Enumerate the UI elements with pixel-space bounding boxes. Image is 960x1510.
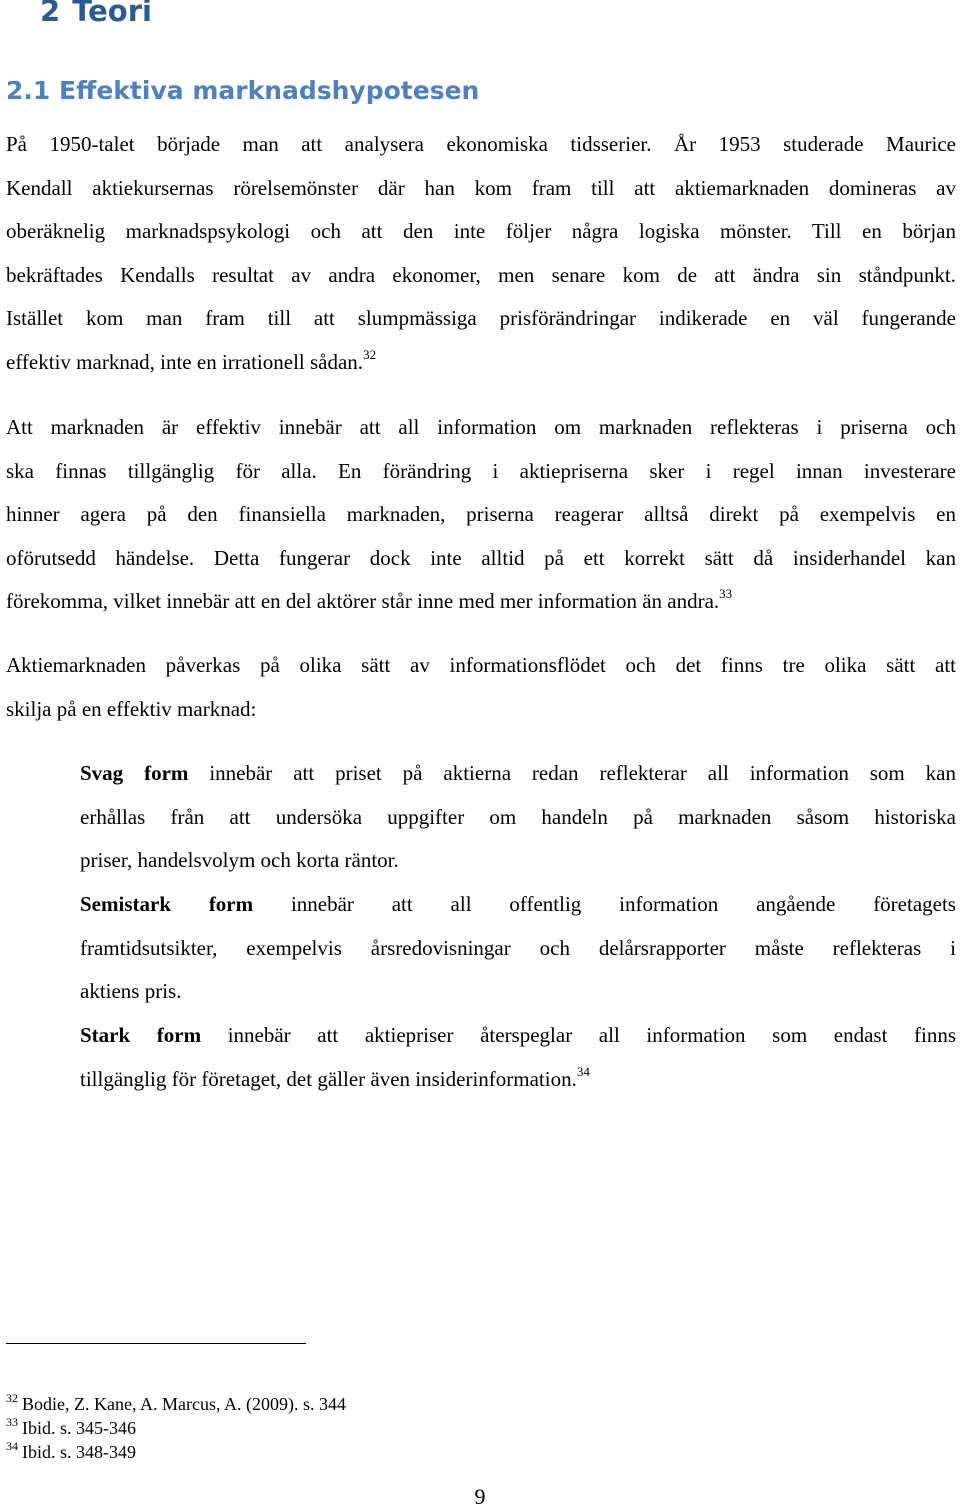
text-line <box>80 1014 956 1058</box>
text-line-content: tillgänglig för företaget, det gäller även insiderinformation. <box>80 1066 577 1091</box>
text-line: Kendall aktiekursernas rörelsemönster där han kom fram till att aktiemarknaden domineras av <box>6 175 956 200</box>
footnote-reference[interactable]: 32 <box>363 346 377 362</box>
text-line: erhållas från att undersöka uppgifter om handeln på marknaden såsom historiska <box>80 804 956 829</box>
footnote-item <box>6 1440 346 1464</box>
text-line: priser, handelsvolym och korta räntor. <box>80 848 399 872</box>
text-line: hinner agera på den finansiella marknaden, priserna reagerar alltså direkt på exempelvis en <box>6 502 956 526</box>
chapter-title: Teori <box>72 0 152 28</box>
footnote-text: Ibid. s. 348-349 <box>22 1442 136 1462</box>
section-title: Effektiva marknadshypotesen <box>59 76 480 105</box>
text-line <box>6 341 956 385</box>
text-line <box>80 883 956 927</box>
text-line <box>80 1058 956 1102</box>
text-line: ska finnas tillgänglig för alla. En förändring i aktiepriserna sker i regel innan investerare <box>6 458 956 483</box>
footnote-number: 34 <box>6 1439 18 1453</box>
paragraph-intro-forms <box>6 644 956 731</box>
footnote-number: 33 <box>6 1415 18 1429</box>
text-line-content: innebär att priset på aktierna redan reflekterar all information som kan <box>188 761 956 785</box>
paragraph-efficiency <box>6 406 956 624</box>
text-line: framtidsutsikter, exempelvis årsredovisningar och delårsrapporter måste reflekteras i <box>80 935 956 960</box>
text-line: Aktiemarknaden påverkas på olika sätt av informationsflödet och det finns tre olika sätt att <box>6 653 956 677</box>
section-heading <box>6 76 479 105</box>
text-line: oberäknelig marknadspsykologi och att den inte följer några logiska mönster. Till en början <box>6 219 956 243</box>
term-strong-form: Stark form <box>80 1023 202 1047</box>
footnote-reference[interactable]: 34 <box>576 1063 590 1079</box>
footnote-item <box>6 1416 346 1440</box>
text-line <box>80 752 956 796</box>
footnote-item <box>6 1392 346 1416</box>
term-semistrong-form: Semistark form <box>80 892 254 916</box>
text-line: Att marknaden är effektiv innebär att all information om marknaden reflekteras i priserna och <box>6 415 956 439</box>
text-line: På 1950-talet började man att analysera ekonomiska tidsserier. År 1953 studerade Maurice <box>6 132 956 156</box>
text-line: skilja på en effektiv marknad: <box>6 696 257 721</box>
chapter-number: 2 <box>40 0 61 28</box>
term-weak-form: Svag form <box>80 761 189 785</box>
paragraph-history <box>6 123 956 384</box>
text-line: aktiens pris. <box>80 979 182 1003</box>
text-line: oförutsedd händelse. Detta fungerar dock inte alltid på ett korrekt sätt då insiderhandel kan <box>6 545 956 570</box>
weak-form-definition <box>80 752 956 883</box>
chapter-heading <box>40 0 152 28</box>
text-line: Istället kom man fram till att slumpmässiga prisförändringar indikerade en väl fungerande <box>6 306 956 330</box>
footnote-text: Ibid. s. 345-346 <box>22 1418 136 1438</box>
text-line-content: innebär att aktiepriser återspeglar all information som endast finns <box>201 1023 957 1047</box>
text-line <box>6 580 956 624</box>
footnote-text: Bodie, Z. Kane, A. Marcus, A. (2009). s. 344 <box>22 1394 346 1414</box>
text-line-content: förekomma, vilket innebär att en del aktörer står inne med mer information än andra. <box>6 589 720 613</box>
strong-form-definition <box>80 1014 956 1101</box>
footnote-number: 32 <box>6 1391 18 1405</box>
semistrong-form-definition <box>80 883 956 1014</box>
footnote-separator <box>6 1343 306 1344</box>
text-line-content: innebär att all offentlig information angående företagets <box>253 892 956 916</box>
footnotes <box>6 1392 346 1464</box>
page-number: 9 <box>474 1484 486 1509</box>
footnote-reference[interactable]: 33 <box>719 586 733 601</box>
text-line: bekräftades Kendalls resultat av andra ekonomer, men senare kom de att ändra sin ståndpunkt. <box>6 262 956 287</box>
text-line-content: effektiv marknad, inte en irrationell sådan. <box>6 349 364 374</box>
section-number: 2.1 <box>6 76 51 105</box>
